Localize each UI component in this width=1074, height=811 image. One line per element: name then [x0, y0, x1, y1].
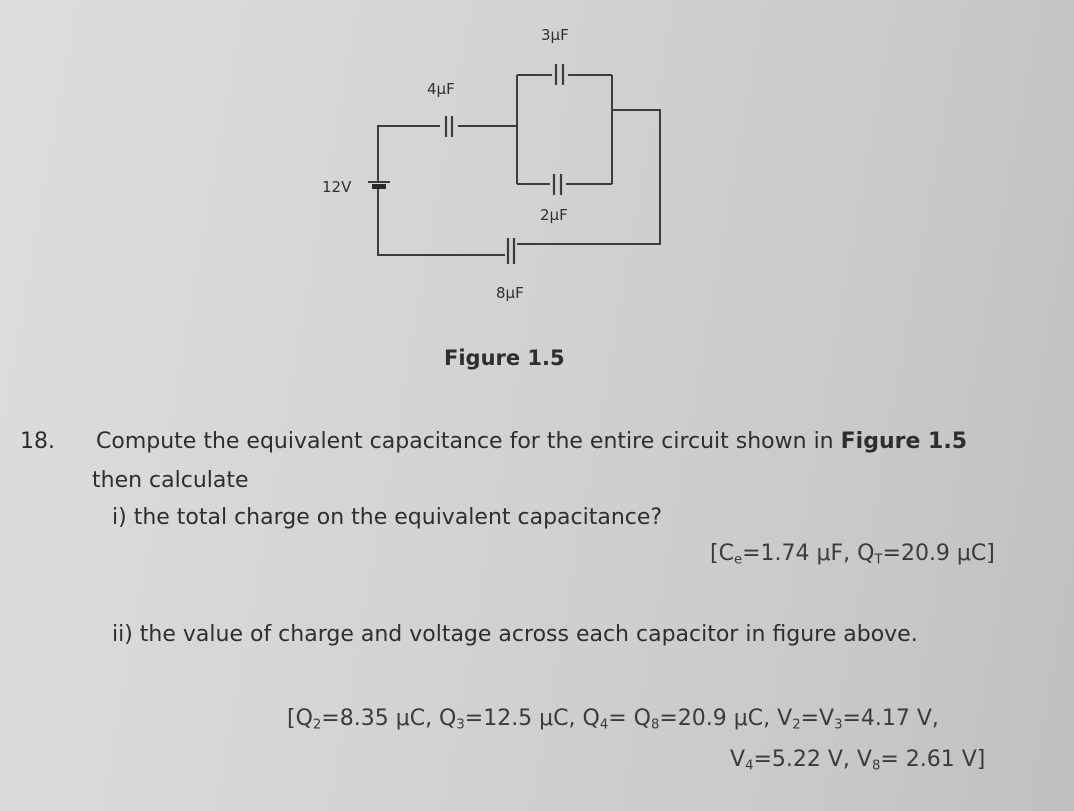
wire-left-top: [378, 126, 440, 182]
capacitor-2uf-icon: [554, 174, 561, 195]
answer-part-i: [$C_e=1.74$ μF, $Q_T=20.9$ μC]: [710, 541, 995, 568]
answer-part-ii-line-1: [$Q_2=8.35$ μC, $Q_3=12.5$ μC, $Q_4= Q_8=20.9$ μC, $V_2=V_3=4.17$ V,: [287, 706, 939, 733]
question-line-1: [96, 429, 967, 454]
question-line-2: then calculate: [92, 468, 249, 493]
question-number: 18.: [20, 429, 55, 454]
battery-icon: [368, 182, 390, 189]
capacitor-2uf-label: 2μF: [540, 206, 568, 224]
answer-part-ii-line-2: $V_4=5.22$ V, $V_8= 2.61$ V]: [730, 747, 986, 774]
capacitor-4uf-icon: [446, 116, 452, 137]
wire-left-bottom: [378, 188, 505, 255]
wire-right: [517, 110, 660, 244]
capacitor-4uf-label: 4μF: [427, 80, 455, 98]
question-text: Compute the equivalent capacitance for the entire circuit shown in: [96, 429, 841, 454]
capacitor-8uf-icon: [508, 238, 514, 264]
figure-caption: Figure 1.5: [444, 346, 565, 370]
part-ii: ii) the value of charge and voltage across each capacitor in figure above.: [112, 622, 918, 647]
figure-reference: Figure 1.5: [840, 429, 968, 454]
capacitor-3uf-icon: [556, 64, 563, 85]
capacitor-3uf-label: 3μF: [541, 26, 569, 44]
part-i: i) the total charge on the equivalent capacitance?: [112, 505, 663, 530]
battery-label: 12V: [322, 178, 352, 196]
capacitor-8uf-label: 8μF: [496, 284, 524, 302]
